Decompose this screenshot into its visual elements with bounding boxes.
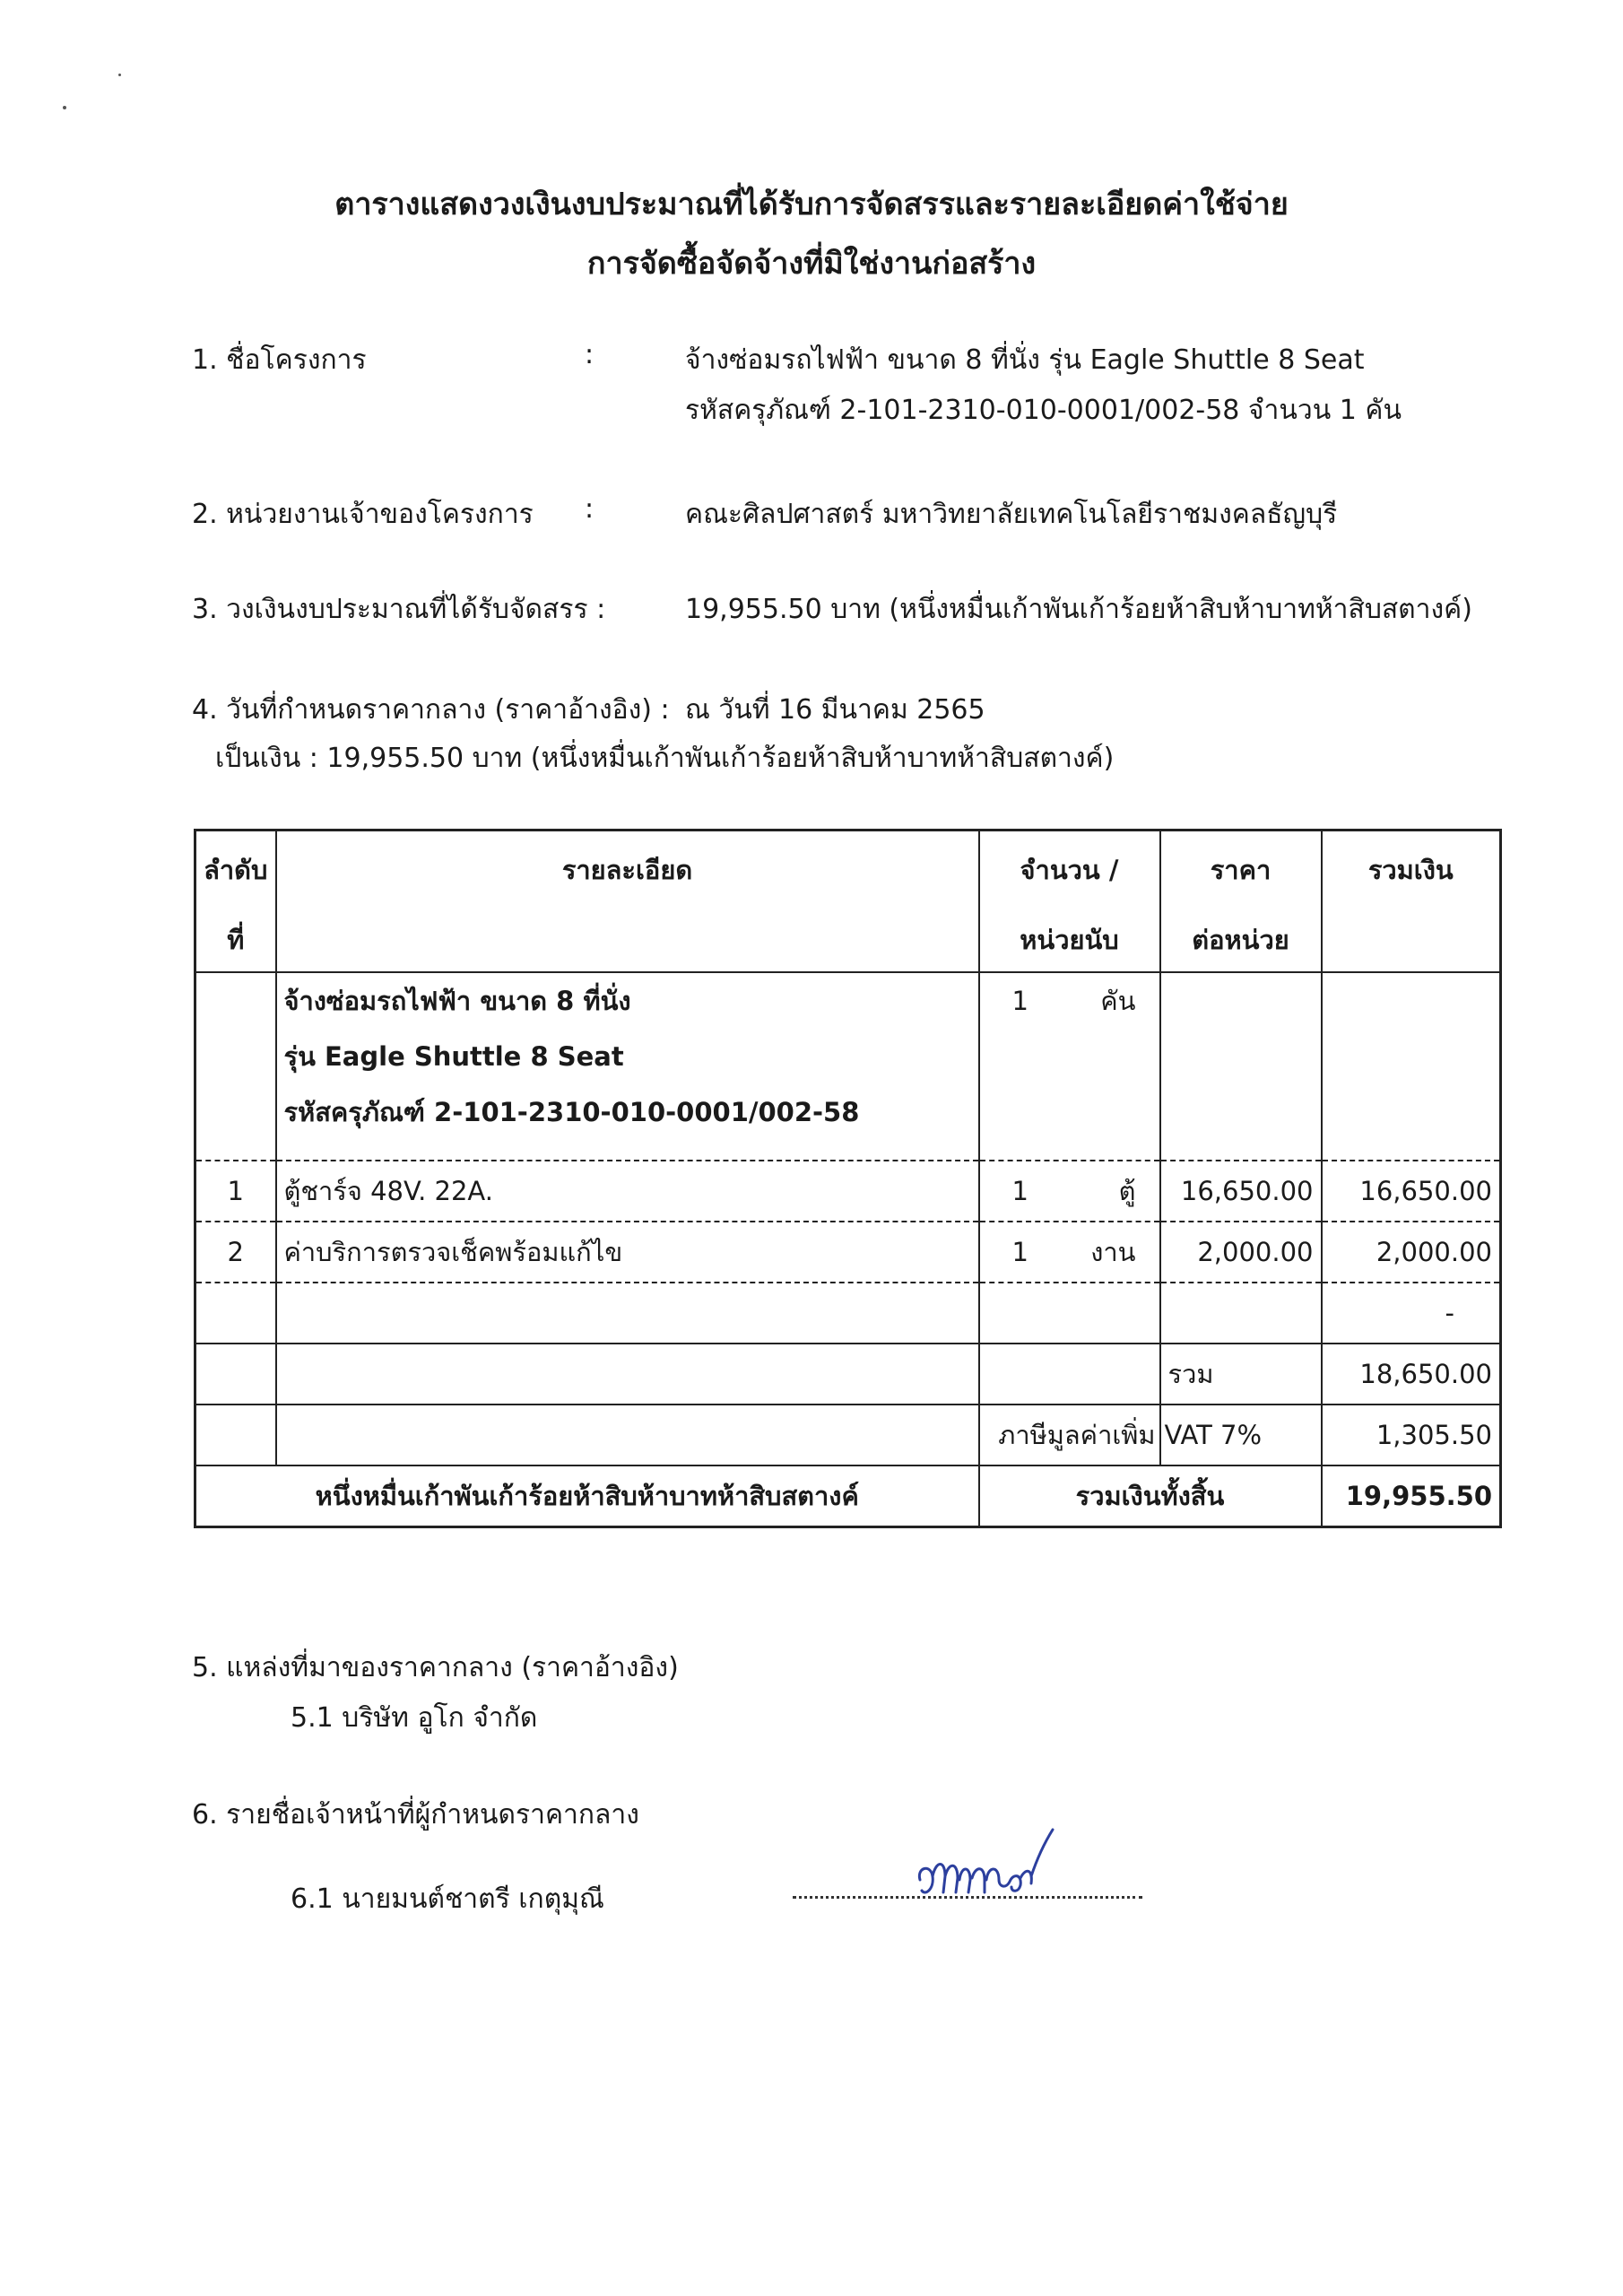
table-header-row (195, 831, 1501, 973)
vat-value: 1,305.50 (1322, 1405, 1501, 1465)
grand-total-words: หนึ่งหมื่นเก้าพันเก้าร้อยห้าสิบห้าบาทห้าสิบสตางค์ (195, 1465, 979, 1527)
blank-row (195, 1283, 1501, 1344)
item-5-source: 5.1 บริษัท อูโก จำกัด (291, 1702, 538, 1734)
handwritten-signature (913, 1824, 1074, 1914)
item-4-label: 4. วันที่กำหนดราคากลาง (ราคาอ้างอิง) : (192, 694, 670, 726)
scan-speck (118, 74, 121, 76)
subtotal-value: 18,650.00 (1322, 1344, 1501, 1405)
vat-rate: VAT 7% (1160, 1405, 1322, 1465)
description-cell: จ้างซ่อมรถไฟฟ้า ขนาด 8 ที่นั่ง รุ่น Eagle Shuttle 8 Seat รหัสครุภัณฑ์ 2-101-2310-010-0001/002-58 (276, 972, 979, 1161)
table-row: 2 ค่าบริการตรวจเช็คพร้อมแก้ไข 1 งาน 2,000.00 2,000.00 (195, 1222, 1501, 1283)
header-detail: รายละเอียด (276, 831, 979, 973)
item-4-date: ณ วันที่ 16 มีนาคม 2565 (685, 694, 985, 726)
item-1-colon: : (585, 339, 595, 370)
table-row: 1 ตู้ชาร์จ 48V. 22A. 1 ตู้ 16,650.00 16,650.00 (195, 1161, 1501, 1222)
item-5-label: 5. แหล่งที่มาของราคากลาง (ราคาอ้างอิง) (192, 1652, 679, 1683)
item-1-label: 1. ชื่อโครงการ (192, 344, 367, 376)
item-2-label: 2. หน่วยงานเจ้าของโครงการ (192, 499, 534, 530)
item-3-value: 19,955.50 บาท (หนึ่งหมื่นเก้าพันเก้าร้อยห้าสิบห้าบาทห้าสิบสตางค์) (685, 594, 1472, 625)
header-unit-price: ราคา ต่อหน่วย (1160, 831, 1322, 973)
vat-label: ภาษีมูลค่าเพิ่ม (979, 1405, 1160, 1465)
item-3-label: 3. วงเงินงบประมาณที่ได้รับจัดสรร : (192, 594, 606, 625)
description-row (195, 972, 1501, 1161)
grand-total-row (195, 1465, 1501, 1527)
item-2-value: คณะศิลปศาสตร์ มหาวิทยาลัยเทคโนโลยีราชมงคลธัญบุรี (685, 499, 1338, 530)
blank-total: - (1322, 1283, 1501, 1344)
budget-table (194, 829, 1502, 1528)
grand-total-label: รวมเงินทั้งสิ้น (979, 1465, 1322, 1527)
title-line-2: การจัดซื้อจัดจ้างที่มิใช่งานก่อสร้าง (586, 246, 1037, 282)
header-total: รวมเงิน (1322, 831, 1501, 973)
item-4-amount: เป็นเงิน : 19,955.50 บาท (หนึ่งหมื่นเก้าพันเก้าร้อยห้าสิบห้าบาทห้าสิบสตางค์) (215, 743, 1115, 774)
item-1-code: รหัสครุภัณฑ์ 2-101-2310-010-0001/002-58 จำนวน 1 คัน (685, 395, 1402, 426)
scan-speck (63, 106, 66, 109)
vat-row (195, 1405, 1501, 1465)
item-2-colon: : (585, 493, 595, 525)
item-1-value: จ้างซ่อมรถไฟฟ้า ขนาด 8 ที่นั่ง รุ่น Eagle Shuttle 8 Seat (685, 344, 1365, 376)
header-qty: จำนวน / หน่วยนับ (979, 831, 1160, 973)
header-no: ลำดับ ที่ (195, 831, 276, 973)
subtotal-row (195, 1344, 1501, 1405)
title-line-1: ตารางแสดงวงเงินงบประมาณที่ได้รับการจัดสรรและรายละเอียดค่าใช้จ่าย (334, 187, 1289, 222)
item-6-official: 6.1 นายมนต์ชาตรี เกตุมุณี (291, 1883, 604, 1915)
description-qty: 1 คัน (979, 972, 1160, 1161)
grand-total-value: 19,955.50 (1322, 1465, 1501, 1527)
item-6-label: 6. รายชื่อเจ้าหน้าที่ผู้กำหนดราคากลาง (192, 1799, 639, 1831)
subtotal-label: รวม (1160, 1344, 1322, 1405)
